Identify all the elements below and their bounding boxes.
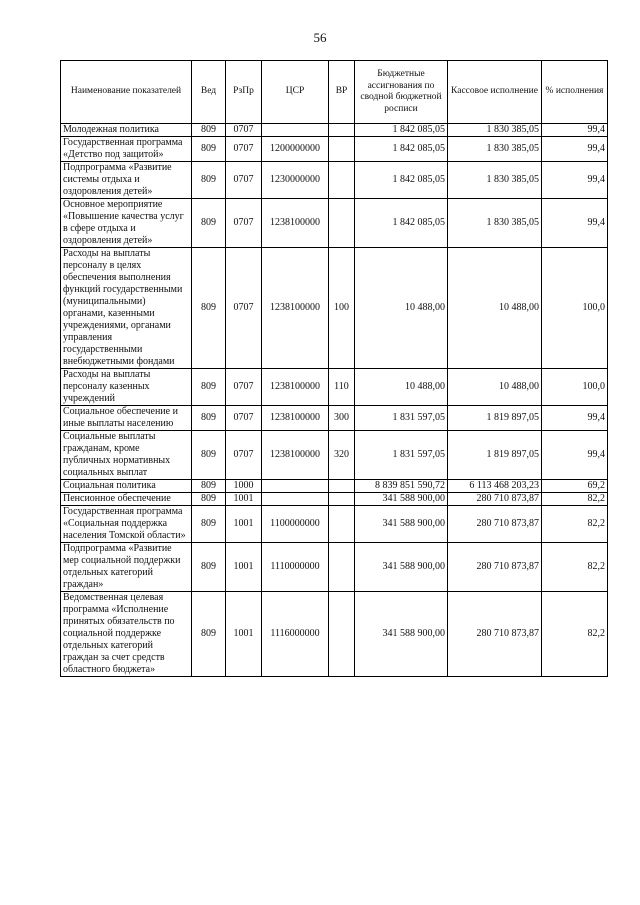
table-row [61, 480, 608, 493]
row-rzpr: 0707 [226, 406, 262, 431]
header-assignments: Бюджетные ассигнования по сводной бюджетной росписи [355, 61, 448, 124]
table-row [61, 592, 608, 677]
row-rzpr: 0707 [226, 369, 262, 406]
row-assignments: 1 842 085,05 [355, 199, 448, 248]
row-csr [262, 493, 329, 506]
row-ved: 809 [192, 199, 226, 248]
row-percent: 100,0 [542, 248, 608, 369]
row-percent: 82,2 [542, 493, 608, 506]
table-row [61, 162, 608, 199]
row-vr [329, 506, 355, 543]
row-rzpr: 0707 [226, 124, 262, 137]
row-csr [262, 124, 329, 137]
row-rzpr: 1001 [226, 506, 262, 543]
row-ved: 809 [192, 592, 226, 677]
row-csr: 1230000000 [262, 162, 329, 199]
row-percent: 99,4 [542, 162, 608, 199]
header-rzpr: РзПр [226, 61, 262, 124]
row-ved: 809 [192, 431, 226, 480]
row-csr: 1200000000 [262, 137, 329, 162]
row-percent: 99,4 [542, 406, 608, 431]
row-ved: 809 [192, 493, 226, 506]
table-row [61, 248, 608, 369]
row-vr [329, 480, 355, 493]
row-cash-execution: 1 819 897,05 [448, 431, 542, 480]
table-row [61, 137, 608, 162]
row-cash-execution: 10 488,00 [448, 369, 542, 406]
row-vr: 100 [329, 248, 355, 369]
row-vr: 320 [329, 431, 355, 480]
row-name: Молодежная политика [61, 124, 192, 137]
row-cash-execution: 1 830 385,05 [448, 199, 542, 248]
row-name: Социальная политика [61, 480, 192, 493]
row-assignments: 1 842 085,05 [355, 124, 448, 137]
row-name: Расходы на выплаты персоналу в целях обеспечения выполнения функций государственными (муниципальными) органами, казенными учреждениями, органами управления государственными внебюджетными фондами [61, 248, 192, 369]
table-row [61, 431, 608, 480]
row-cash-execution: 1 830 385,05 [448, 124, 542, 137]
row-assignments: 1 831 597,05 [355, 431, 448, 480]
row-name: Основное мероприятие «Повышение качества услуг в сфере отдыха и оздоровления детей» [61, 199, 192, 248]
row-cash-execution: 280 710 873,87 [448, 543, 542, 592]
budget-table [60, 60, 608, 677]
row-vr [329, 592, 355, 677]
row-assignments: 341 588 900,00 [355, 506, 448, 543]
row-csr: 1238100000 [262, 431, 329, 480]
header-csr: ЦСР [262, 61, 329, 124]
row-rzpr: 1001 [226, 493, 262, 506]
row-ved: 809 [192, 124, 226, 137]
row-vr [329, 162, 355, 199]
table-row [61, 543, 608, 592]
header-percent: % исполнения [542, 61, 608, 124]
row-ved: 809 [192, 480, 226, 493]
row-vr [329, 543, 355, 592]
header-cash-execution: Кассовое исполнение [448, 61, 542, 124]
table-row [61, 506, 608, 543]
row-cash-execution: 10 488,00 [448, 248, 542, 369]
header-vr: ВР [329, 61, 355, 124]
row-ved: 809 [192, 543, 226, 592]
table-header-row [61, 61, 608, 124]
row-vr: 110 [329, 369, 355, 406]
row-csr: 1116000000 [262, 592, 329, 677]
row-vr [329, 124, 355, 137]
row-assignments: 1 842 085,05 [355, 162, 448, 199]
row-ved: 809 [192, 137, 226, 162]
row-rzpr: 0707 [226, 248, 262, 369]
header-name: Наименование показателей [61, 61, 192, 124]
row-name: Ведомственная целевая программа «Исполнение принятых обязательств по социальной поддержке отдельных категорий граждан за счет средств областного бюджета» [61, 592, 192, 677]
row-assignments: 341 588 900,00 [355, 493, 448, 506]
row-cash-execution: 280 710 873,87 [448, 493, 542, 506]
row-csr: 1238100000 [262, 199, 329, 248]
row-percent: 82,2 [542, 506, 608, 543]
row-ved: 809 [192, 248, 226, 369]
row-name: Государственная программа «Социальная поддержка населения Томской области» [61, 506, 192, 543]
header-ved: Вед [192, 61, 226, 124]
row-name: Пенсионное обеспечение [61, 493, 192, 506]
row-percent: 99,4 [542, 431, 608, 480]
row-rzpr: 0707 [226, 199, 262, 248]
row-assignments: 10 488,00 [355, 248, 448, 369]
row-name: Социальное обеспечение и иные выплаты населению [61, 406, 192, 431]
row-ved: 809 [192, 406, 226, 431]
row-rzpr: 1001 [226, 592, 262, 677]
row-name: Подпрограмма «Развитие мер социальной поддержки отдельных категорий граждан» [61, 543, 192, 592]
row-vr [329, 137, 355, 162]
row-percent: 99,4 [542, 199, 608, 248]
row-rzpr: 0707 [226, 431, 262, 480]
row-percent: 82,2 [542, 543, 608, 592]
row-csr: 1238100000 [262, 406, 329, 431]
row-rzpr: 1000 [226, 480, 262, 493]
row-cash-execution: 1 830 385,05 [448, 137, 542, 162]
row-name: Социальные выплаты гражданам, кроме публичных нормативных социальных выплат [61, 431, 192, 480]
row-name: Государственная программа «Детство под защитой» [61, 137, 192, 162]
row-cash-execution: 6 113 468 203,23 [448, 480, 542, 493]
row-cash-execution: 280 710 873,87 [448, 506, 542, 543]
row-csr: 1100000000 [262, 506, 329, 543]
table-row [61, 124, 608, 137]
row-vr: 300 [329, 406, 355, 431]
row-percent: 82,2 [542, 592, 608, 677]
row-vr [329, 199, 355, 248]
row-name: Расходы на выплаты персоналу казенных учреждений [61, 369, 192, 406]
row-name: Подпрограмма «Развитие системы отдыха и оздоровления детей» [61, 162, 192, 199]
row-assignments: 341 588 900,00 [355, 543, 448, 592]
row-assignments: 8 839 851 590,72 [355, 480, 448, 493]
row-rzpr: 0707 [226, 137, 262, 162]
row-percent: 99,4 [542, 137, 608, 162]
page-number: 56 [313, 30, 327, 45]
row-cash-execution: 1 819 897,05 [448, 406, 542, 431]
row-percent: 69,2 [542, 480, 608, 493]
row-ved: 809 [192, 506, 226, 543]
row-cash-execution: 280 710 873,87 [448, 592, 542, 677]
row-rzpr: 1001 [226, 543, 262, 592]
row-csr [262, 480, 329, 493]
table-row [61, 406, 608, 431]
table-row [61, 199, 608, 248]
row-assignments: 10 488,00 [355, 369, 448, 406]
row-ved: 809 [192, 162, 226, 199]
row-assignments: 1 842 085,05 [355, 137, 448, 162]
row-csr: 1238100000 [262, 248, 329, 369]
row-percent: 99,4 [542, 124, 608, 137]
row-cash-execution: 1 830 385,05 [448, 162, 542, 199]
row-assignments: 1 831 597,05 [355, 406, 448, 431]
row-csr: 1110000000 [262, 543, 329, 592]
row-csr: 1238100000 [262, 369, 329, 406]
table-row [61, 493, 608, 506]
row-percent: 100,0 [542, 369, 608, 406]
row-ved: 809 [192, 369, 226, 406]
row-assignments: 341 588 900,00 [355, 592, 448, 677]
row-rzpr: 0707 [226, 162, 262, 199]
table-row [61, 369, 608, 406]
row-vr [329, 493, 355, 506]
